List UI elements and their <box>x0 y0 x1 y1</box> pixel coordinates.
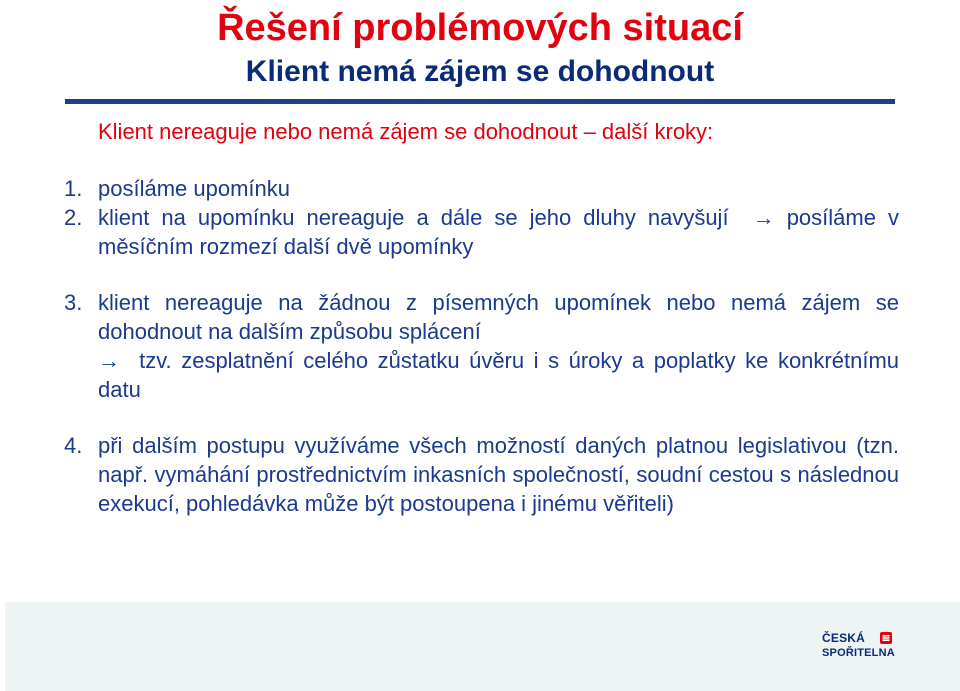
item-number: 4. <box>64 433 83 458</box>
logo-mark-icon <box>880 632 892 644</box>
item-text: posíláme upomínku <box>98 176 290 201</box>
slide-title: Řešení problémových situací <box>217 7 743 49</box>
arrow-icon: → <box>752 205 775 230</box>
footer-band <box>5 602 960 691</box>
item-text <box>98 203 899 261</box>
item-number: 3. <box>64 290 83 315</box>
item-text-main: klient na upomínku nereaguje a dále se jeho dluhy navyšují <box>98 205 729 230</box>
list-item <box>64 174 899 203</box>
logo-line-2: SPOŘITELNA <box>822 647 895 659</box>
list-item <box>64 431 899 518</box>
item-text: při dalším postupu využíváme všech možností daných platnou legislativou (tzn. např. vymáhání prostřednictvím inkasních společností, soudní cestou s následnou exekucí, pohledávka může být postoupena i jinému věřiteli) <box>98 433 899 516</box>
title-divider <box>65 99 895 104</box>
item-number: 2. <box>64 205 83 230</box>
list-item <box>64 203 899 261</box>
list-item <box>64 288 899 404</box>
bank-logo <box>822 631 904 663</box>
item-number: 1. <box>64 176 83 201</box>
steps-list <box>64 174 899 518</box>
item-text: klient nereaguje na žádnou z písemných upomínek nebo nemá zájem se dohodnout na dalším způsobu splácení <box>98 290 899 344</box>
item-text-continued: → tzv. zesplatnění celého zůstatku úvěru i s úroky a poplatky ke konkrétnímu datu <box>98 348 899 402</box>
slide-subtitle: Klient nemá zájem se dohodnout <box>245 55 715 88</box>
item-text-continued: posíláme v měsíčním rozmezí další dvě upomínky <box>98 205 899 259</box>
arrow-icon: → <box>98 348 120 373</box>
intro-text: Klient nereaguje nebo nemá zájem se dohodnout – další kroky: <box>98 119 714 144</box>
logo-line-1: ČESKÁ <box>822 631 866 645</box>
